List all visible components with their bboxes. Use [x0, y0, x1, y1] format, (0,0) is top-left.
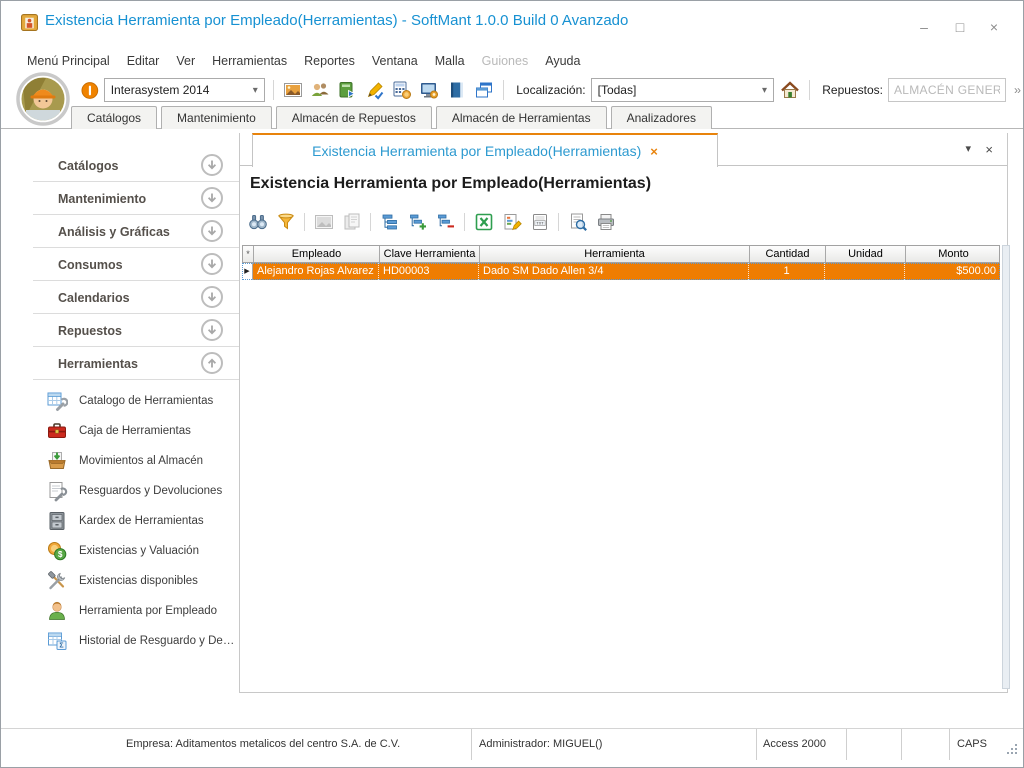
- toolbar-separator: [304, 213, 305, 231]
- warehouse-moves-icon: [46, 450, 68, 472]
- menu-malla[interactable]: Malla: [434, 54, 465, 68]
- module-tab-bar: [71, 106, 712, 129]
- company-select[interactable]: [104, 78, 265, 102]
- menu-reportes[interactable]: Reportes: [304, 54, 355, 68]
- cell-empleado: Alejandro Rojas Alvarez: [253, 263, 379, 280]
- status-indicator-icon[interactable]: [81, 81, 99, 100]
- menu-herramientas[interactable]: Herramientas: [212, 54, 288, 68]
- kardex-icon: [46, 510, 68, 532]
- user-avatar[interactable]: [16, 72, 70, 126]
- menu-ayuda[interactable]: Ayuda: [545, 54, 581, 68]
- more-button[interactable]: ››: [1013, 83, 1020, 97]
- svg-text:TXT: TXT: [535, 221, 544, 226]
- maximize-button[interactable]: □: [955, 19, 965, 35]
- inventory-up-icon[interactable]: [336, 78, 358, 102]
- sidebar-item-resguardos-devoluciones[interactable]: Resguardos y Devoluciones: [1, 476, 239, 506]
- sidebar-section-consumos[interactable]: Consumos: [1, 248, 239, 281]
- menu-ventana[interactable]: Ventana: [371, 54, 418, 68]
- tab-almacen-repuestos[interactable]: Almacén de Repuestos: [276, 106, 432, 129]
- sidebar: [1, 129, 239, 693]
- print-icon[interactable]: [593, 210, 618, 234]
- sidebar-item-historial-resguardo[interactable]: Σ Historial de Resguardo y De…: [1, 626, 239, 656]
- filter-icon[interactable]: [273, 210, 298, 234]
- column-header-empleado[interactable]: Empleado: [254, 246, 380, 262]
- table-row-selected[interactable]: [242, 263, 1000, 280]
- column-header-monto[interactable]: Monto: [938, 248, 969, 260]
- column-header-herramienta[interactable]: Herramienta: [480, 246, 750, 262]
- employee-icon: [46, 600, 68, 622]
- page-title: Existencia Herramienta por Empleado(Herramientas): [250, 175, 652, 192]
- sidebar-item-catalogo-herramientas[interactable]: Catalogo de Herramientas: [1, 386, 239, 416]
- search-binoculars-icon[interactable]: [245, 210, 270, 234]
- localizacion-select-value: [Todas]: [597, 83, 637, 97]
- status-divider: [471, 729, 472, 760]
- row-marker-icon: ▶: [242, 263, 253, 280]
- toolbox-icon: [46, 420, 68, 442]
- toolbar-separator: [503, 80, 504, 100]
- grid-header-row: [242, 245, 1000, 263]
- sidebar-item-existencias-disponibles[interactable]: Existencias disponibles: [1, 566, 239, 596]
- tree-expand-icon[interactable]: [405, 210, 430, 234]
- users-icon[interactable]: [309, 78, 331, 102]
- sidebar-tool-items: [1, 376, 239, 656]
- column-header-clave[interactable]: Clave Herramienta: [380, 246, 480, 262]
- sidebar-section-catalogos[interactable]: Catálogos: [1, 149, 239, 182]
- cell-unidad: [825, 263, 905, 280]
- tree-view-icon[interactable]: [377, 210, 402, 234]
- tab-list-dropdown-icon[interactable]: ▾: [965, 143, 971, 155]
- monitor-settings-icon[interactable]: [418, 78, 440, 102]
- tree-collapse-icon[interactable]: [433, 210, 458, 234]
- cell-monto: $500.00: [956, 265, 996, 277]
- sidebar-section-analisis[interactable]: Análisis y Gráficas: [1, 215, 239, 248]
- toolbar-separator: [370, 213, 371, 231]
- calculator-coins-icon[interactable]: [391, 78, 413, 102]
- sidebar-section-mantenimiento[interactable]: Mantenimiento: [1, 182, 239, 215]
- localizacion-label: Localización:: [516, 83, 586, 97]
- chevron-down-circle-icon: [201, 319, 223, 341]
- sidebar-section-repuestos[interactable]: Repuestos: [1, 314, 239, 347]
- menu-bar: [1, 49, 1023, 73]
- chevron-down-circle-icon: [201, 253, 223, 275]
- repuestos-label: Repuestos:: [822, 83, 883, 97]
- status-divider: [949, 729, 950, 760]
- valuation-icon: [46, 540, 68, 562]
- chevron-down-circle-icon: [201, 286, 223, 308]
- status-administrador: Administrador: MIGUEL(): [479, 738, 603, 750]
- cell-clave: HD00003: [379, 263, 479, 280]
- menu-editar[interactable]: Editar: [126, 54, 160, 68]
- status-divider: [901, 729, 902, 760]
- resize-grip[interactable]: [1004, 741, 1019, 756]
- chevron-up-circle-icon: [201, 352, 223, 374]
- chevron-down-icon: ▾: [761, 84, 767, 96]
- menu-ver[interactable]: Ver: [176, 54, 196, 68]
- cell-herramienta: Dado SM Dado Allen 3/4: [479, 263, 749, 280]
- data-grid: [242, 245, 1000, 280]
- paste-icon: [339, 210, 364, 234]
- tools-catalog-icon: [46, 390, 68, 412]
- vertical-scrollbar[interactable]: [1002, 245, 1010, 689]
- toolbar-separator: [464, 213, 465, 231]
- returns-icon: [46, 480, 68, 502]
- toolbar-separator: [558, 213, 559, 231]
- tab-close-icon[interactable]: ×: [650, 143, 658, 159]
- picture-icon[interactable]: [282, 78, 304, 102]
- report-edit-icon[interactable]: [499, 210, 524, 234]
- status-divider: [756, 729, 757, 760]
- minimize-button[interactable]: –: [920, 19, 928, 35]
- title-bar: [1, 1, 1023, 43]
- chevron-down-circle-icon: [201, 154, 223, 176]
- app-logo-icon: [21, 14, 38, 31]
- status-empresa: Empresa: Aditamentos metalicos del centro S.A. de C.V.: [126, 738, 401, 750]
- tab-almacen-herramientas[interactable]: Almacén de Herramientas: [436, 106, 607, 129]
- column-header-unidad[interactable]: Unidad: [826, 246, 906, 262]
- tab-catalogos[interactable]: Catálogos: [71, 106, 157, 129]
- menu-menu-principal[interactable]: Menú Principal: [27, 54, 110, 68]
- txt-export-icon[interactable]: [527, 210, 552, 234]
- sidebar-item-kardex-herramientas[interactable]: Kardex de Herramientas: [1, 506, 239, 536]
- svg-text:$: $: [57, 549, 63, 559]
- sidebar-item-movimientos-almacen[interactable]: Movimientos al Almacén: [1, 446, 239, 476]
- edit-check-icon[interactable]: [364, 78, 386, 102]
- grid-toolbar: [245, 209, 618, 235]
- grid-corner-cell: *: [243, 246, 254, 262]
- localizacion-select[interactable]: [591, 78, 774, 102]
- column-header-cantidad[interactable]: Cantidad: [750, 246, 826, 262]
- windows-copy-icon[interactable]: [473, 78, 495, 102]
- sidebar-item-caja-herramientas[interactable]: Caja de Herramientas: [1, 416, 239, 446]
- chevron-down-circle-icon: [201, 187, 223, 209]
- cell-cantidad: 1: [749, 263, 825, 280]
- sidebar-item-herramienta-por-empleado[interactable]: Herramienta por Empleado: [1, 596, 239, 626]
- excel-export-icon[interactable]: [471, 210, 496, 234]
- home-icon[interactable]: [779, 78, 801, 102]
- menu-guiones: Guiones: [481, 54, 529, 68]
- status-database: Access 2000: [763, 738, 826, 750]
- print-preview-icon[interactable]: [565, 210, 590, 234]
- sidebar-item-existencias-valuacion[interactable]: $ Existencias y Valuación: [1, 536, 239, 566]
- window-title: Existencia Herramienta por Empleado(Herramientas) - SoftMant 1.0.0 Build 0 Avanzado: [45, 12, 629, 29]
- repuestos-input: [888, 78, 1006, 102]
- status-divider: [846, 729, 847, 760]
- main-panel: [239, 133, 1008, 693]
- top-toolbar: [1, 74, 1023, 106]
- available-tools-icon: [46, 570, 68, 592]
- history-icon: [46, 630, 68, 652]
- sidebar-section-herramientas[interactable]: Herramientas: [1, 347, 239, 380]
- chevron-down-circle-icon: [201, 220, 223, 242]
- avatar-image: [16, 72, 70, 126]
- chevron-down-icon: ▾: [252, 84, 258, 96]
- document-tab[interactable]: Existencia Herramienta por Empleado(Herramientas) ×: [252, 133, 718, 167]
- status-caps: CAPS: [957, 738, 987, 750]
- image-icon: [311, 210, 336, 234]
- close-button[interactable]: ×: [989, 19, 999, 35]
- notebook-icon[interactable]: [446, 78, 468, 102]
- sidebar-section-calendarios[interactable]: Calendarios: [1, 281, 239, 314]
- toolbar-separator: [809, 80, 810, 100]
- tab-strip-close-icon[interactable]: ×: [985, 142, 993, 157]
- tab-analizadores[interactable]: Analizadores: [611, 106, 712, 129]
- status-bar: [1, 728, 1023, 759]
- svg-text:Σ: Σ: [59, 642, 64, 650]
- toolbar-separator: [273, 80, 274, 100]
- tab-mantenimiento[interactable]: Mantenimiento: [161, 106, 272, 129]
- company-select-value: Interasystem 2014: [110, 83, 210, 97]
